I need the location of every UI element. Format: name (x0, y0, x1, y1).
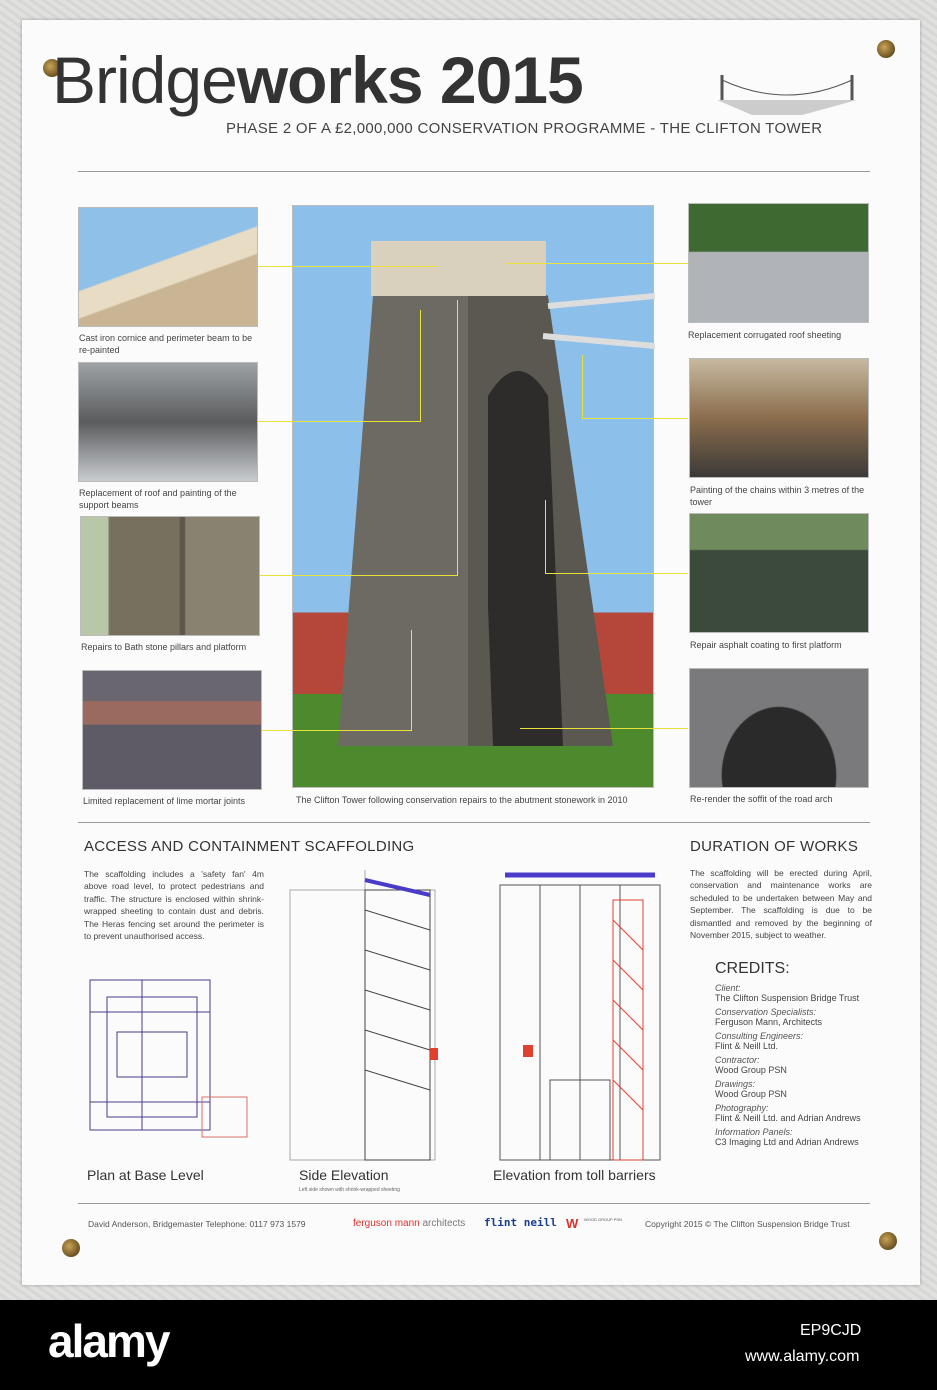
photo-caption: Cast iron cornice and perimeter beam to be re-painted (79, 333, 253, 355)
leader-line (262, 730, 412, 731)
clifton-tower-photo (292, 205, 654, 788)
credit-name: Wood Group PSN (715, 1065, 787, 1075)
wood-group-logo-text: WOOD GROUP PSN (584, 1217, 622, 1222)
roof-sheeting-photo (688, 203, 869, 323)
ferguson-mann-logo (353, 1218, 465, 1229)
drawing-label: Plan at Base Level (87, 1167, 204, 1183)
photo-caption: Limited replacement of lime mortar joints (83, 796, 246, 806)
credit-role: Photography: (715, 1103, 769, 1113)
credits-list (715, 979, 885, 1147)
leader-line (260, 575, 458, 576)
credit-role: Conservation Specialists: (715, 1007, 817, 1017)
credits-heading: CREDITS: (715, 960, 790, 977)
mortar-photo (82, 670, 262, 790)
duration-heading: DURATION OF WORKS (690, 838, 859, 855)
scaffolding-heading: ACCESS AND CONTAINMENT SCAFFOLDING (84, 838, 415, 855)
image-id: EP9CJD (800, 1322, 862, 1339)
wood-group-logo-icon: W (566, 1216, 579, 1231)
toll-elevation-drawing (495, 870, 665, 1162)
title-light: Bridge (52, 43, 237, 117)
photo-caption: The Clifton Tower following conservation repairs to the abutment stonework in 2010 (296, 795, 628, 805)
credit-name: Flint & Neill Ltd. and Adrian Andrews (715, 1113, 861, 1123)
credit-role: Contractor: (715, 1055, 760, 1065)
divider (78, 171, 870, 172)
asphalt-photo (689, 513, 869, 633)
photo-caption: Painting of the chains within 3 metres of the tower (690, 485, 865, 507)
duration-text: The scaffolding will be erected during April, conservation and maintenance works are scheduled to be undertaken between May and September. The scaffolding is due to be dismantled and removed by the beginning of November 2015, subject to weather. (690, 868, 872, 941)
photo-caption: Re-render the soffit of the road arch (690, 794, 833, 804)
watermark-bar (0, 1300, 937, 1390)
plan-drawing (82, 972, 272, 1162)
chains-photo (689, 358, 869, 478)
leader-line (582, 355, 583, 418)
divider (78, 822, 870, 823)
leader-line (505, 263, 688, 264)
credit-name: The Clifton Suspension Bridge Trust (715, 993, 860, 1003)
cornice-photo (78, 207, 258, 327)
photo-caption: Repair asphalt coating to first platform (690, 640, 842, 650)
photo-caption: Repairs to Bath stone pillars and platform (81, 642, 247, 652)
leader-line (545, 500, 546, 573)
drawing-note: Left side shown with shrink-wrapped sheeting (299, 1187, 400, 1193)
credit-name: Wood Group PSN (715, 1089, 787, 1099)
side-elevation-drawing (285, 870, 465, 1162)
credit-role: Drawings: (715, 1079, 756, 1089)
screw-icon (62, 1239, 80, 1257)
leader-line (520, 728, 688, 729)
leader-line (545, 573, 688, 574)
flint-neill-logo: flint neill (484, 1216, 557, 1229)
road-arch-photo (689, 668, 869, 788)
bath-stone-photo (80, 516, 260, 636)
photo-caption: Replacement of roof and painting of the support beams (79, 488, 237, 510)
credit-role: Client: (715, 983, 741, 993)
logo-text: architects (419, 1218, 466, 1229)
leader-line (582, 418, 688, 419)
alamy-logo: alamy (48, 1315, 169, 1367)
drawing-label: Elevation from toll barriers (493, 1167, 656, 1183)
watermark-url: www.alamy.com (745, 1348, 860, 1365)
divider (78, 1203, 870, 1204)
screw-icon (879, 1232, 897, 1250)
scaffolding-text: The scaffolding includes a 'safety fan' 4m above road level, to protect pedestrians and traffic. The structure is enclosed within shrink-wrapped sheeting to contain dust and debris. The Heras fencing set around the perimeter is to prevent unauthorised access. (84, 869, 264, 942)
poster-subtitle: PHASE 2 OF A £2,000,000 CONSERVATION PROGRAMME - THE CLIFTON TOWER (226, 120, 823, 137)
leader-line (258, 421, 421, 422)
footer-copyright: Copyright 2015 © The Clifton Suspension Bridge Trust (645, 1219, 850, 1229)
credit-role: Information Panels: (715, 1127, 793, 1137)
leader-line (411, 630, 412, 730)
credit-role: Consulting Engineers: (715, 1031, 804, 1041)
leader-line (457, 300, 458, 575)
title-bold: works 2015 (236, 43, 583, 117)
drawing-label: Side Elevation (299, 1167, 389, 1183)
leader-line (258, 266, 438, 267)
photo-caption: Replacement corrugated roof sheeting (688, 330, 842, 340)
footer-contact: David Anderson, Bridgemaster Telephone: 0117 973 1579 (88, 1219, 306, 1229)
roof-beams-photo (78, 362, 258, 482)
leader-line (420, 310, 421, 421)
logo-text: ferguson mann (353, 1218, 420, 1229)
bridge-logo-icon (712, 70, 867, 120)
credit-name: Ferguson Mann, Architects (715, 1017, 823, 1027)
screw-icon (877, 40, 895, 58)
credit-name: C3 Imaging Ltd and Adrian Andrews (715, 1137, 859, 1147)
credit-name: Flint & Neill Ltd. (715, 1041, 779, 1051)
poster-title (52, 42, 583, 118)
